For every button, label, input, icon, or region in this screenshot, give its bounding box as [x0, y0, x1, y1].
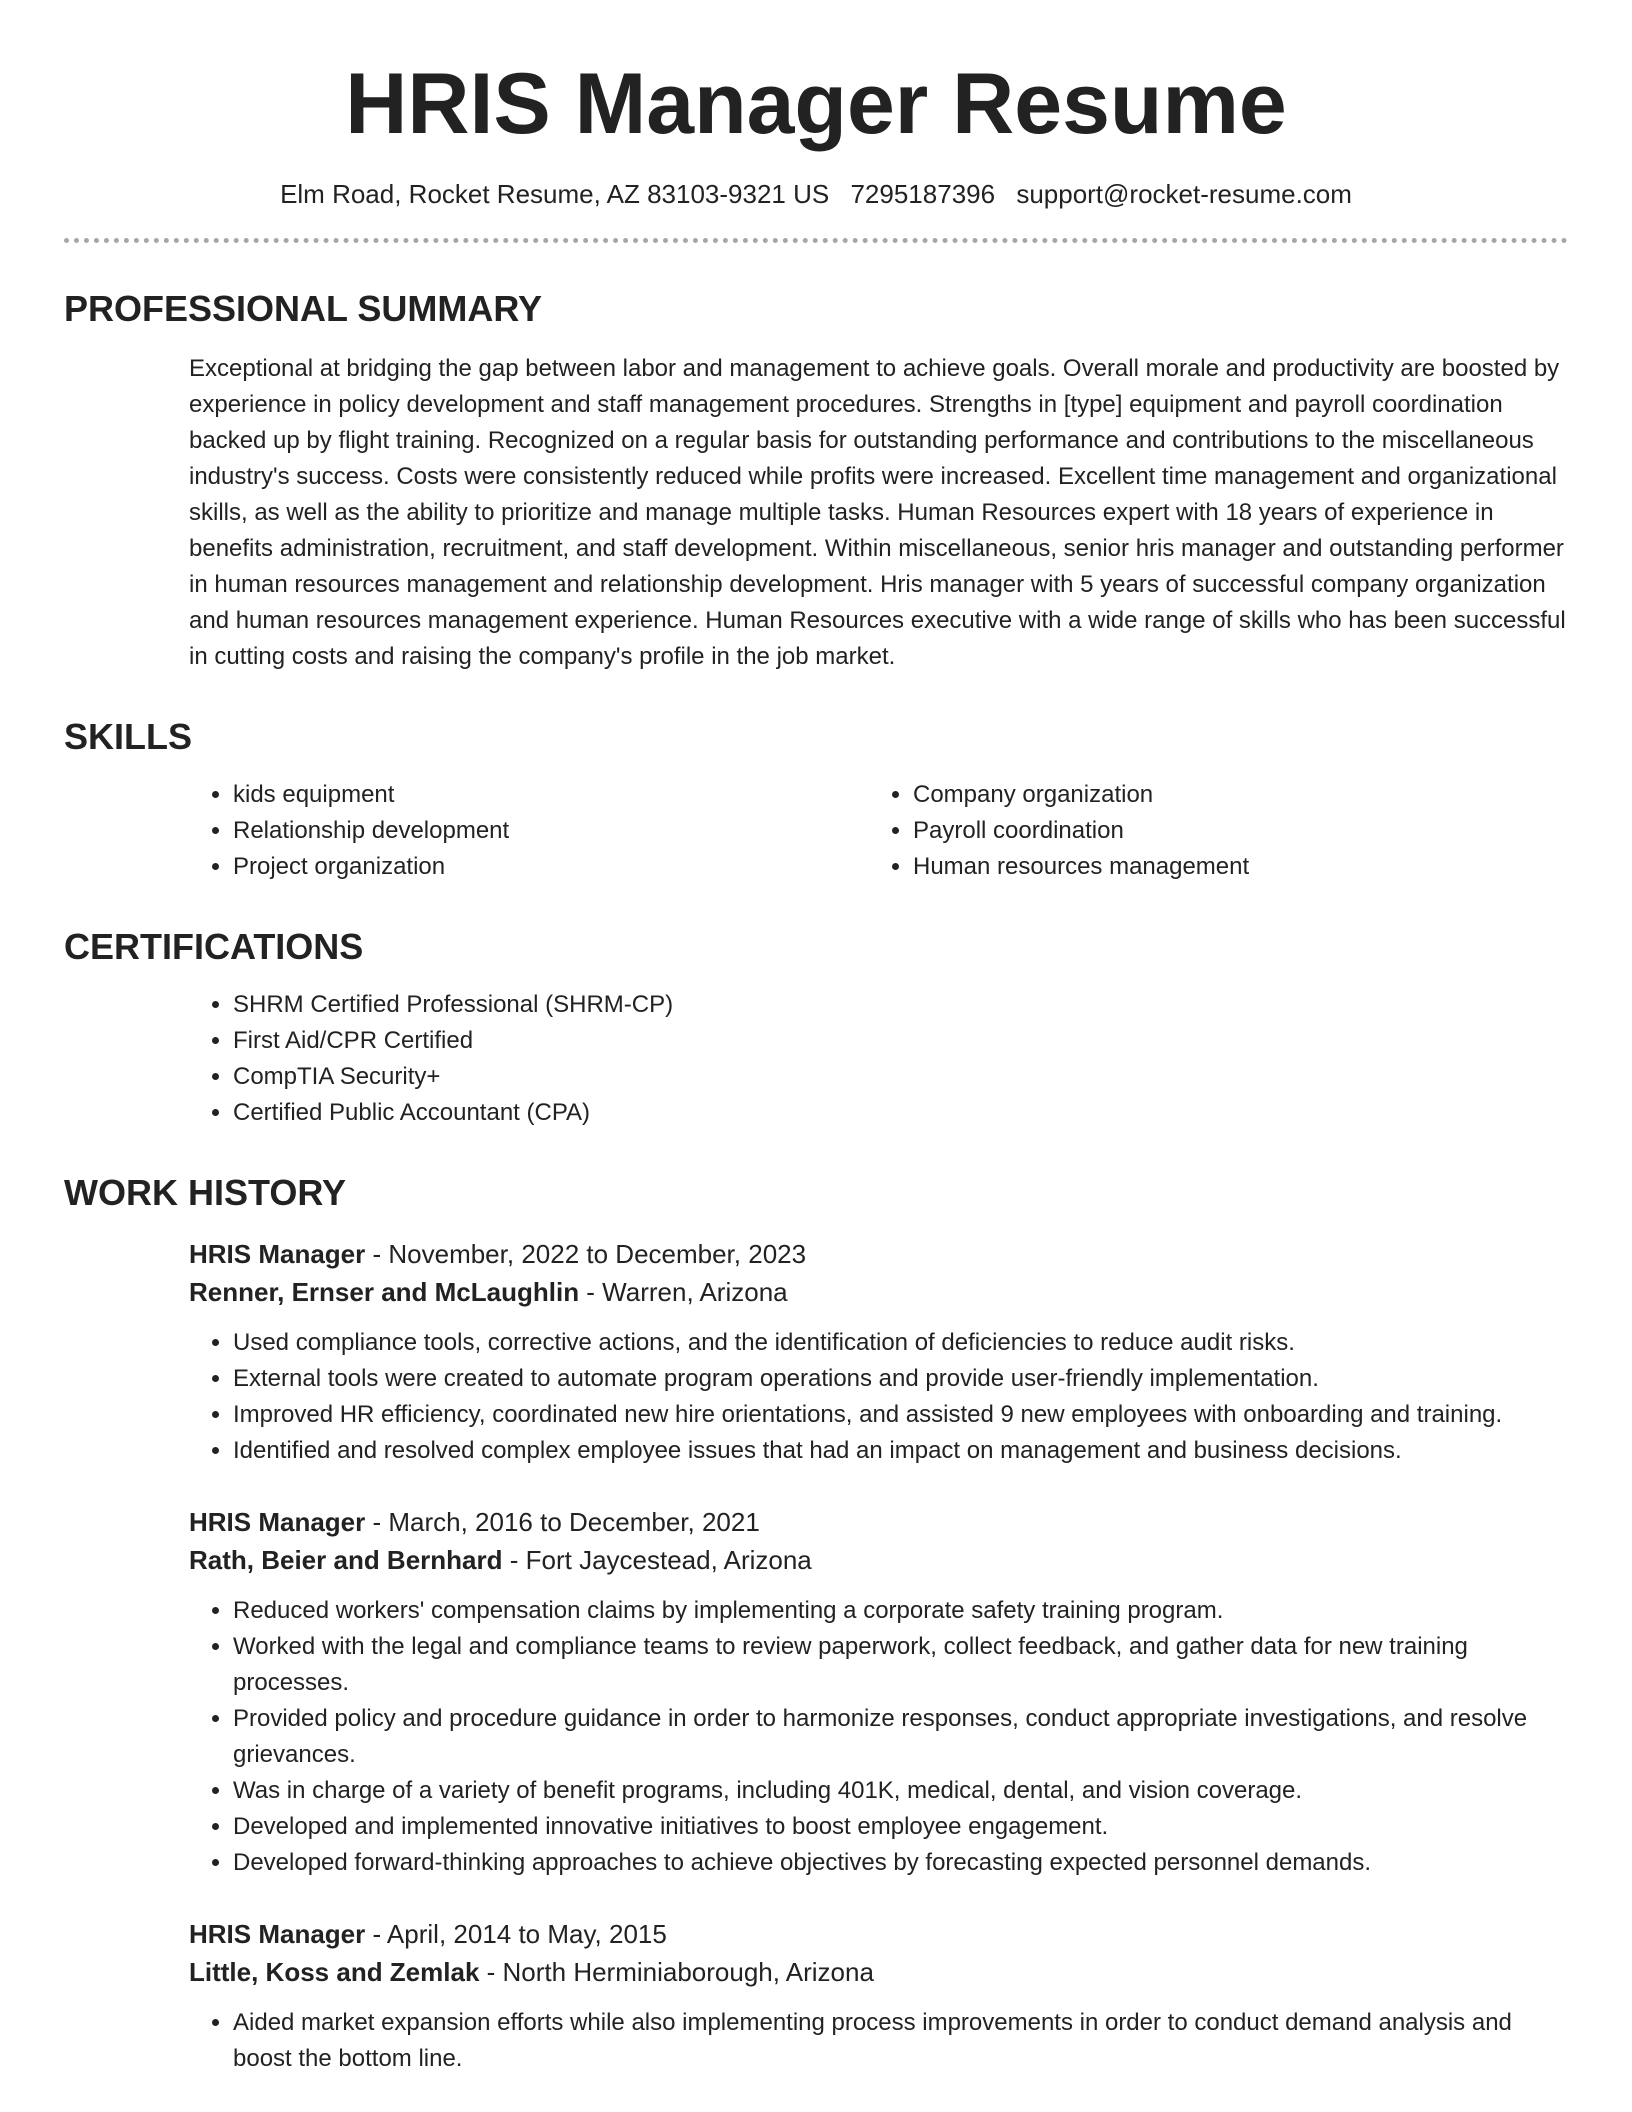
- job-bullet: • Identified and resolved complex employee issues that had an impact on management and business decisions.: [233, 1433, 1568, 1469]
- resume-title: HRIS Manager Resume: [345, 56, 1287, 152]
- certifications-list: [189, 987, 1568, 1131]
- skill-item: • kids equipment: [233, 777, 869, 813]
- job-bullet: • Provided policy and procedure guidance in order to harmonize responses, conduct appropriate investigations, and resolve grievances.: [233, 1701, 1568, 1773]
- job-bullet: • Reduced workers' compensation claims by implementing a corporate safety training program.: [233, 1593, 1568, 1629]
- job-role-line: [189, 1915, 1568, 1953]
- contact-email: support@rocket-resume.com: [1016, 179, 1352, 209]
- summary-section: [64, 287, 1568, 675]
- summary-title: PROFESSIONAL SUMMARY: [64, 288, 543, 329]
- job-bullets: [189, 2005, 1568, 2077]
- job-bullet: • External tools were created to automate program operations and provide user-friendly implementation.: [233, 1361, 1568, 1397]
- job-bullet: • Worked with the legal and compliance teams to review paperwork, collect feedback, and gather data for new training processes.: [233, 1629, 1568, 1701]
- skills-list-right: [869, 777, 1549, 885]
- skill-item: • Payroll coordination: [913, 813, 1549, 849]
- job-dates: - November, 2022 to December, 2023: [365, 1239, 807, 1269]
- job-bullet: • Aided market expansion efforts while also implementing process improvements in order to conduct demand analysis and boost the bottom line.: [233, 2005, 1568, 2077]
- job-role-line: [189, 1503, 1568, 1541]
- job-bullet: • Developed forward-thinking approaches to achieve objectives by forecasting expected personnel demands.: [233, 1845, 1568, 1881]
- job-bullets: [189, 1593, 1568, 1881]
- contact-address: Elm Road, Rocket Resume, AZ 83103-9321 US: [280, 179, 830, 209]
- skill-item: • Project organization: [233, 849, 869, 885]
- resume-header: [64, 0, 1568, 243]
- job-company-line: [189, 1541, 1568, 1579]
- certification-item: • Certified Public Accountant (CPA): [233, 1095, 1568, 1131]
- job-entry: [189, 1235, 1568, 1469]
- job-company: Rath, Beier and Bernhard: [189, 1545, 503, 1575]
- job-company-line: [189, 1273, 1568, 1311]
- skills-grid: [189, 777, 1568, 885]
- job-role-line: [189, 1235, 1568, 1273]
- job-bullets: [189, 1325, 1568, 1469]
- skills-list-left: [189, 777, 869, 885]
- job-bullet: • Developed and implemented innovative initiatives to boost employee engagement.: [233, 1809, 1568, 1845]
- certification-item: • CompTIA Security+: [233, 1059, 1568, 1095]
- job-role: HRIS Manager: [189, 1239, 366, 1269]
- job-location: - Fort Jaycestead, Arizona: [502, 1545, 812, 1575]
- job-entry: [189, 1503, 1568, 1881]
- job-entry: [189, 1915, 1568, 2077]
- skill-item: • Human resources management: [913, 849, 1549, 885]
- job-company: Renner, Ernser and McLaughlin: [189, 1277, 580, 1307]
- certifications-title: CERTIFICATIONS: [64, 926, 364, 967]
- certification-item: • First Aid/CPR Certified: [233, 1023, 1568, 1059]
- job-dates: - March, 2016 to December, 2021: [365, 1507, 760, 1537]
- skill-item: • Relationship development: [233, 813, 869, 849]
- job-bullet: • Used compliance tools, corrective actions, and the identification of deficiencies to reduce audit risks.: [233, 1325, 1568, 1361]
- job-company: Little, Koss and Zemlak: [189, 1957, 480, 1987]
- job-role: HRIS Manager: [189, 1919, 366, 1949]
- job-location: - North Herminiaborough, Arizona: [479, 1957, 874, 1987]
- skills-title: SKILLS: [64, 716, 193, 757]
- contact-phone: 7295187396: [850, 179, 996, 209]
- job-role: HRIS Manager: [189, 1507, 366, 1537]
- job-company-line: [189, 1953, 1568, 1991]
- skill-item: • Company organization: [913, 777, 1549, 813]
- header-divider: [64, 238, 1568, 243]
- summary-text: Exceptional at bridging the gap between labor and management to achieve goals. Overall morale and productivity are boosted by experience in policy development and staff management procedures. Strengths in [type] equipment and payroll coordination backed up by flight training. Recognized on a regular basis for outstanding performance and contributions to the miscellaneous industry's success. Costs were consistently reduced while profits were increased. Excellent time management and organizational skills, as well as the ability to prioritize and manage multiple tasks. Human Resources expert with 18 years of experience in benefits administration, recruitment, and staff development. Within miscellaneous, senior hris manager and outstanding performer in human resources management and relationship development. Hris manager with 5 years of successful company organization and human resources management experience. Human Resources executive with a wide range of skills who has been successful in cutting costs and raising the company's profile in the job market.: [189, 355, 1566, 670]
- work-history-title: WORK HISTORY: [64, 1172, 347, 1213]
- work-history-section: [64, 1171, 1568, 2077]
- certification-item: • SHRM Certified Professional (SHRM-CP): [233, 987, 1568, 1023]
- certifications-section: [64, 925, 1568, 1131]
- job-location: - Warren, Arizona: [579, 1277, 788, 1307]
- job-bullet: • Improved HR efficiency, coordinated new hire orientations, and assisted 9 new employees with onboarding and training.: [233, 1397, 1568, 1433]
- job-dates: - April, 2014 to May, 2015: [365, 1919, 667, 1949]
- skills-section: [64, 715, 1568, 885]
- job-bullet: • Was in charge of a variety of benefit programs, including 401K, medical, dental, and vision coverage.: [233, 1773, 1568, 1809]
- contact-line: [64, 176, 1568, 212]
